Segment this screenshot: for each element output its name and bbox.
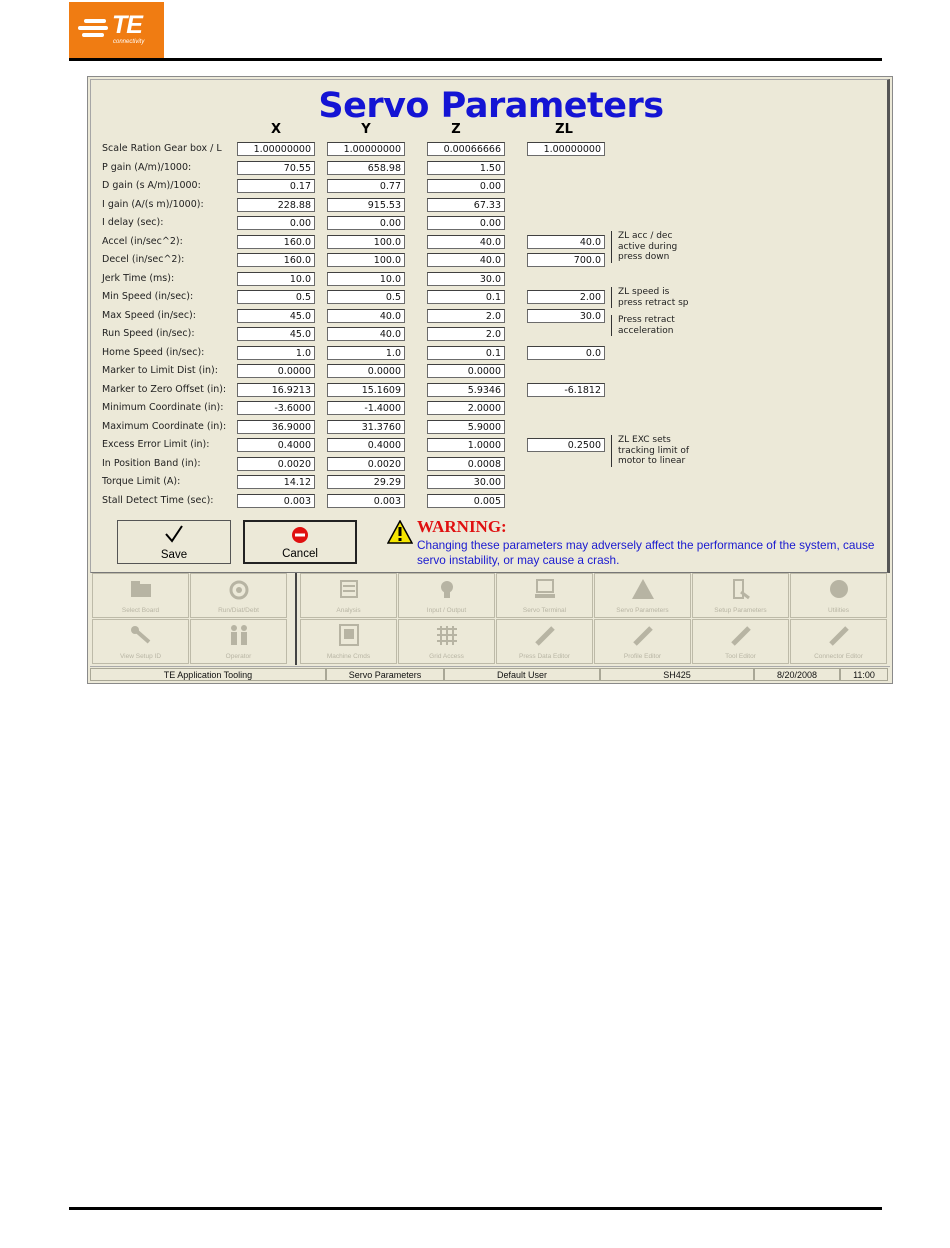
note-press-retract: Press retract acceleration — [611, 315, 675, 336]
param-field-x[interactable]: 14.12 — [237, 475, 315, 489]
toolbar-button-label: Select Board — [121, 607, 160, 614]
param-label: Decel (in/sec^2): — [102, 254, 185, 265]
param-label: Jerk Time (ms): — [102, 272, 175, 284]
checkmark-icon — [118, 524, 230, 547]
status-user: Default User — [444, 668, 600, 681]
param-field-y[interactable]: 0.5 — [327, 290, 405, 304]
pencil-icon — [595, 624, 690, 648]
param-field-x[interactable]: 0.0000 — [237, 364, 315, 378]
param-field-x[interactable]: 160.0 — [237, 235, 315, 249]
servo-parameters-panel — [90, 79, 890, 574]
folder-icon — [93, 578, 188, 602]
param-field-y[interactable]: 100.0 — [327, 253, 405, 267]
people-icon — [191, 624, 286, 648]
toolbar-button[interactable] — [496, 619, 593, 664]
param-field-zl[interactable]: -6.1812 — [527, 383, 605, 397]
param-field-z[interactable]: 40.0 — [427, 253, 505, 267]
param-label: I gain (A/(s m)/1000): — [102, 198, 204, 210]
toolbar-button-label: Input / Output — [426, 607, 467, 614]
page-title: Servo Parameters — [318, 86, 664, 126]
param-label: P gain (A/m)/1000: — [102, 161, 192, 173]
terminal-icon — [497, 578, 592, 602]
param-field-z[interactable]: 0.0008 — [427, 457, 505, 471]
toolbar-button[interactable] — [92, 619, 189, 664]
toolbar-button[interactable] — [300, 573, 397, 618]
param-field-y[interactable]: 915.53 — [327, 198, 405, 212]
param-field-z[interactable]: 1.0000 — [427, 438, 505, 452]
param-label: Home Speed (in/sec): — [102, 346, 205, 358]
pencil-icon — [791, 624, 886, 648]
toolbar-button-label: Machine Cmds — [326, 653, 371, 660]
param-label: Marker to Limit Dist (in): — [102, 365, 218, 376]
param-field-z[interactable]: 0.005 — [427, 494, 505, 508]
column-header-x: X — [270, 122, 282, 137]
toolbar-button-label: Servo Parameters — [616, 607, 669, 614]
param-field-z[interactable]: 1.50 — [427, 161, 505, 175]
param-field-x[interactable]: 0.0020 — [237, 457, 315, 471]
param-field-x[interactable]: 0.5 — [237, 290, 315, 304]
param-label: Stall Detect Time (sec): — [102, 494, 214, 506]
note-zl-speed: ZL speed is press retract sp — [611, 287, 689, 308]
toolbar-button[interactable] — [594, 619, 691, 664]
param-label: In Position Band (in): — [102, 457, 201, 469]
app-window — [87, 76, 893, 684]
param-field-y[interactable]: 1.00000000 — [327, 142, 405, 156]
param-field-y[interactable]: 0.0020 — [327, 457, 405, 471]
param-field-y[interactable]: 40.0 — [327, 309, 405, 323]
note-zl-exc: ZL EXC sets tracking limit of motor to linear — [611, 435, 689, 467]
param-field-x[interactable]: 45.0 — [237, 309, 315, 323]
toolbar-button[interactable] — [594, 573, 691, 618]
toolbar-button-label: Setup Parameters — [714, 607, 767, 614]
param-label: I delay (sec): — [102, 217, 164, 228]
status-time: 11:00 — [840, 668, 888, 681]
toolbar-button[interactable] — [300, 619, 397, 664]
param-field-x[interactable]: 0.00 — [237, 216, 315, 230]
param-label: Run Speed (in/sec): — [102, 328, 195, 339]
grid-icon — [399, 624, 494, 648]
param-field-x[interactable]: -3.6000 — [237, 401, 315, 415]
logo-bars-icon — [78, 19, 108, 40]
param-field-z[interactable]: 0.00 — [427, 179, 505, 193]
param-field-y[interactable]: 0.4000 — [327, 438, 405, 452]
te-logo — [69, 2, 164, 58]
status-machine: SH425 — [600, 668, 754, 681]
logo-subtext: connectivity — [113, 39, 145, 45]
toolbar-button[interactable] — [92, 573, 189, 618]
footer-rule — [69, 1207, 882, 1210]
bulb-icon — [399, 578, 494, 602]
toolbar-button-label: Connector Editor — [814, 653, 863, 660]
toolbar-button[interactable] — [398, 619, 495, 664]
circle-icon — [791, 578, 886, 602]
pencil-icon — [497, 624, 592, 648]
param-field-zl[interactable]: 700.0 — [527, 253, 605, 267]
param-field-y[interactable]: 31.3760 — [327, 420, 405, 434]
param-field-y[interactable]: -1.4000 — [327, 401, 405, 415]
setup-icon — [693, 578, 788, 602]
header-rule — [69, 58, 882, 61]
toolbar-button-label: View Setup ID — [119, 653, 162, 660]
param-field-x[interactable]: 0.003 — [237, 494, 315, 508]
param-field-z[interactable]: 2.0 — [427, 309, 505, 323]
param-field-x[interactable]: 16.9213 — [237, 383, 315, 397]
param-label: Torque Limit (A): — [102, 476, 181, 487]
param-field-zl[interactable]: 40.0 — [527, 235, 605, 249]
param-field-y[interactable]: 0.0000 — [327, 364, 405, 378]
status-app-name: TE Application Tooling — [90, 668, 326, 681]
param-label: Min Speed (in/sec): — [102, 291, 194, 302]
param-field-x[interactable]: 0.17 — [237, 179, 315, 193]
param-field-y[interactable]: 10.0 — [327, 272, 405, 286]
param-label: Scale Ration Gear box / L — [102, 143, 222, 154]
param-field-z[interactable]: 0.1 — [427, 290, 505, 304]
param-label: D gain (s A/m)/1000: — [102, 180, 201, 191]
param-field-x[interactable]: 10.0 — [237, 272, 315, 286]
toolbar-button[interactable] — [790, 619, 887, 664]
param-label: Excess Error Limit (in): — [102, 439, 210, 450]
toolbar-button-label: Grid Access — [429, 653, 464, 660]
run-icon — [191, 578, 286, 602]
analysis-icon — [301, 578, 396, 602]
toolbar-button[interactable] — [398, 573, 495, 618]
param-field-y[interactable]: 1.0 — [327, 346, 405, 360]
toolbar-separator — [295, 573, 297, 665]
param-field-z[interactable]: 0.0000 — [427, 364, 505, 378]
stop-icon — [245, 525, 355, 548]
param-field-y[interactable]: 100.0 — [327, 235, 405, 249]
param-field-x[interactable]: 70.55 — [237, 161, 315, 175]
param-field-x[interactable]: 1.0 — [237, 346, 315, 360]
param-field-x[interactable]: 36.9000 — [237, 420, 315, 434]
param-field-z[interactable]: 67.33 — [427, 198, 505, 212]
param-field-z[interactable]: 5.9346 — [427, 383, 505, 397]
column-header-z: Z — [451, 122, 461, 137]
toolbar-button[interactable] — [190, 573, 287, 618]
param-field-z[interactable]: 30.00 — [427, 475, 505, 489]
param-label: Marker to Zero Offset (in): — [102, 383, 227, 395]
warning-title: WARNING: — [417, 517, 507, 536]
status-bar — [90, 666, 890, 683]
status-screen: Servo Parameters — [326, 668, 444, 681]
param-field-z[interactable]: 2.0000 — [427, 401, 505, 415]
toolbar — [90, 573, 890, 665]
param-field-z[interactable]: 0.00 — [427, 216, 505, 230]
param-field-x[interactable]: 0.4000 — [237, 438, 315, 452]
toolbar-button-label: Press Data Editor — [519, 653, 570, 660]
param-field-zl[interactable]: 2.00 — [527, 290, 605, 304]
param-field-x[interactable]: 228.88 — [237, 198, 315, 212]
toolbar-button-label: Operator — [225, 653, 252, 660]
param-field-y[interactable]: 0.00 — [327, 216, 405, 230]
param-field-z[interactable]: 0.1 — [427, 346, 505, 360]
param-label: Maximum Coordinate (in): — [102, 420, 227, 432]
wrench-icon — [93, 624, 188, 648]
param-field-z[interactable]: 30.0 — [427, 272, 505, 286]
param-field-z[interactable]: 40.0 — [427, 235, 505, 249]
param-label: Minimum Coordinate (in): — [102, 402, 224, 413]
param-field-y[interactable]: 29.29 — [327, 475, 405, 489]
toolbar-button[interactable] — [496, 573, 593, 618]
param-field-zl[interactable]: 30.0 — [527, 309, 605, 323]
param-label: Max Speed (in/sec): — [102, 309, 196, 321]
save-button[interactable] — [117, 520, 231, 564]
param-field-zl[interactable]: 1.00000000 — [527, 142, 605, 156]
param-field-zl[interactable]: 0.2500 — [527, 438, 605, 452]
logo-text: TE — [112, 11, 142, 39]
param-field-y[interactable]: 0.77 — [327, 179, 405, 193]
param-field-y[interactable]: 0.003 — [327, 494, 405, 508]
triangle-icon — [595, 578, 690, 602]
toolbar-button-label: Utilities — [828, 607, 849, 614]
toolbar-button-label: Servo Terminal — [522, 607, 567, 614]
toolbar-button-label: Run/Diat/Debt — [218, 607, 259, 614]
toolbar-button-label: Analysis — [336, 607, 361, 614]
toolbar-button[interactable] — [790, 573, 887, 618]
param-field-y[interactable]: 15.1609 — [327, 383, 405, 397]
param-field-x[interactable]: 45.0 — [237, 327, 315, 341]
param-field-y[interactable]: 40.0 — [327, 327, 405, 341]
column-header-y: Y — [361, 122, 371, 137]
machine-icon — [301, 624, 396, 648]
toolbar-button-label: Tool Editor — [725, 653, 756, 660]
param-field-zl[interactable]: 0.0 — [527, 346, 605, 360]
warning-text: Changing these parameters may adversely affect the performance of the system, cause servo instability, or may cause a crash. — [417, 538, 875, 567]
param-field-y[interactable]: 658.98 — [327, 161, 405, 175]
status-date: 8/20/2008 — [754, 668, 840, 681]
warning-icon — [387, 520, 413, 549]
cancel-button[interactable] — [243, 520, 357, 564]
param-field-z[interactable]: 5.9000 — [427, 420, 505, 434]
toolbar-button[interactable] — [190, 619, 287, 664]
save-button-label: Save — [160, 549, 188, 561]
param-field-x[interactable]: 1.00000000 — [237, 142, 315, 156]
pencil-icon — [693, 624, 788, 648]
param-field-z[interactable]: 0.00066666 — [427, 142, 505, 156]
column-header-zl: ZL — [555, 122, 573, 137]
toolbar-button[interactable] — [692, 619, 789, 664]
cancel-button-label: Cancel — [282, 548, 318, 560]
param-label: Accel (in/sec^2): — [102, 235, 183, 247]
param-field-x[interactable]: 160.0 — [237, 253, 315, 267]
param-field-z[interactable]: 2.0 — [427, 327, 505, 341]
toolbar-button-label: Profile Editor — [623, 653, 662, 660]
note-zl-accel: ZL acc / dec active during press down — [611, 231, 677, 263]
toolbar-button[interactable] — [692, 573, 789, 618]
